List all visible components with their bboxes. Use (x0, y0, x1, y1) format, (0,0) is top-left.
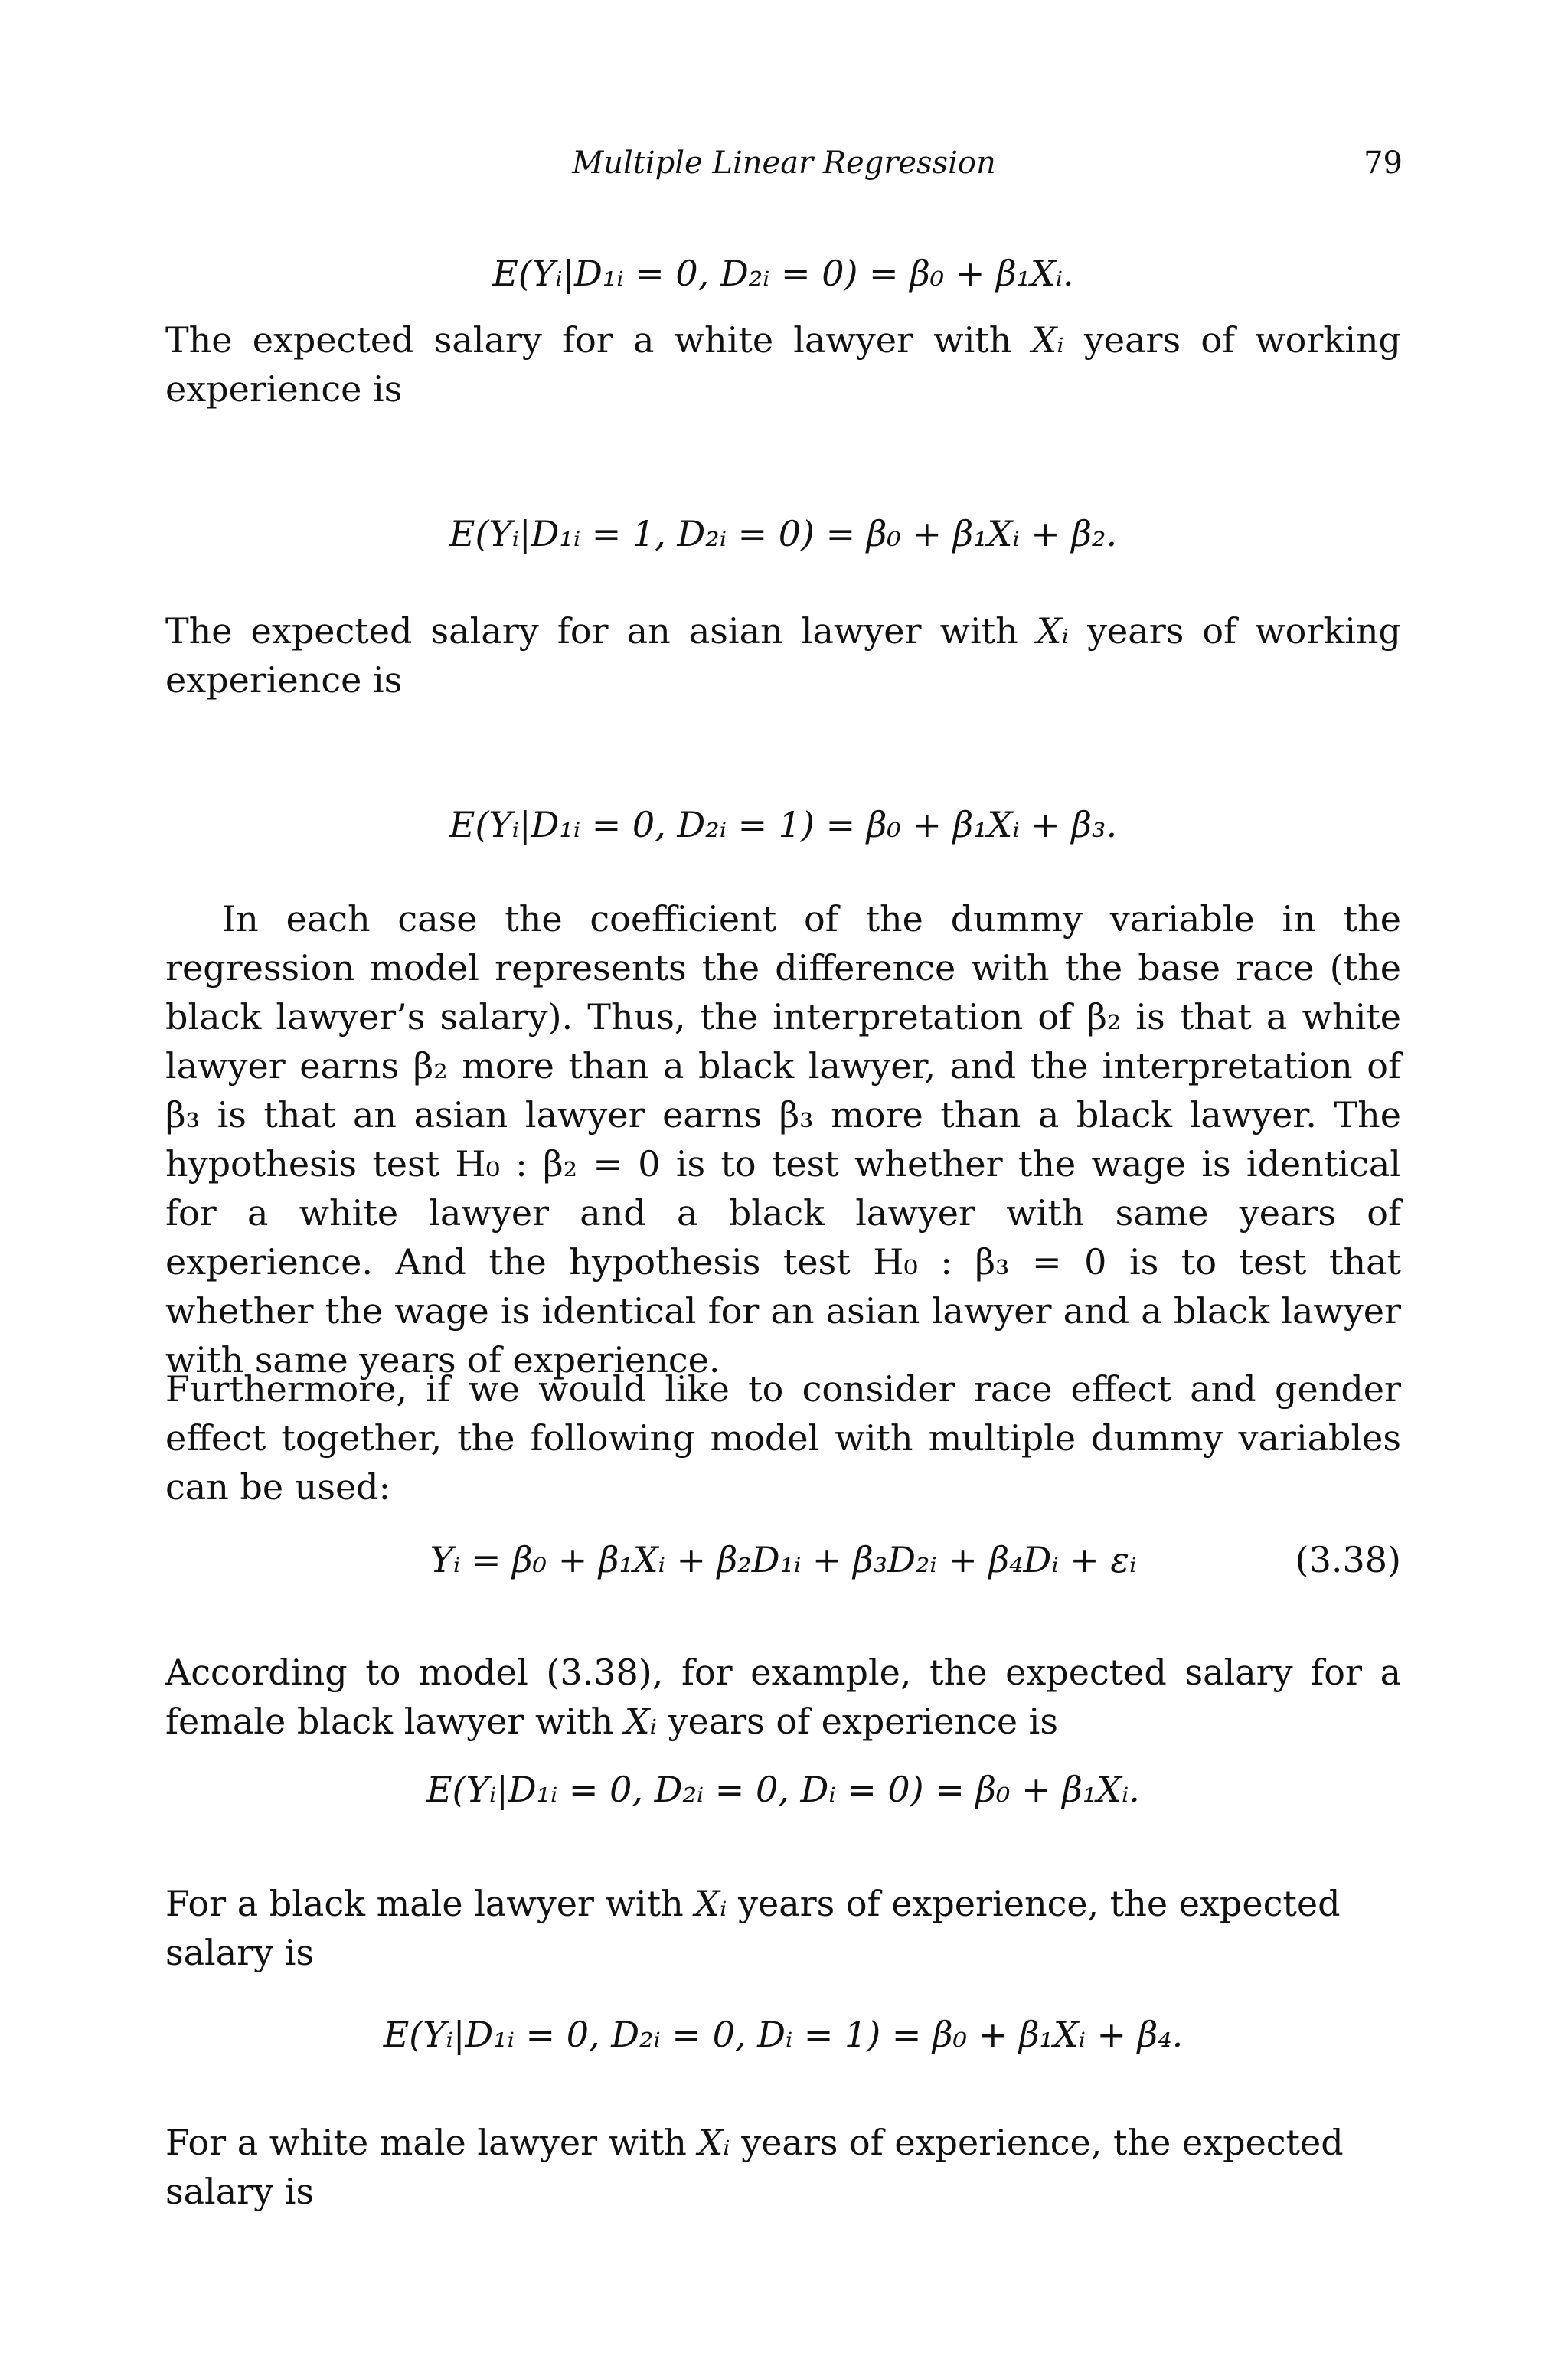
paragraph-black-male-lawyer: For a black male lawyer with Xᵢ years of experience, the expected salary is (165, 1883, 1341, 1973)
math-x-i: Xᵢ (1031, 319, 1064, 361)
math-x-i: Xᵢ (697, 2122, 730, 2163)
paragraph-interpretation: In each case the coefficient of the dummy variable in the regression model represents the difference with the base race (the black lawyer’s salary). Thus, the interpretation of β₂ is that a white lawyer earns β₂ more than a black lawyer, and the interpretation of β₃ is that an asian lawyer earns β₃ more than a black lawyer. The hypothesis test H₀ : β₂ = 0 is to test whether the wage is identical for a white lawyer and a black lawyer with same years of experience. And the hypothesis test H₀ : β₃ = 0 is to test that whether the wage is identical for an asian lawyer and a black lawyer with same years of experience. (165, 898, 1401, 1381)
equation-black-lawyer-expectation: E(Yᵢ|D₁ᵢ = 0, D₂ᵢ = 0) = β₀ + β₁Xᵢ. (492, 253, 1074, 294)
paragraph-asian-lawyer: The expected salary for an asian lawyer with Xᵢ years of working experience is (165, 610, 1401, 701)
equation-model-3-38 (165, 1539, 1401, 1580)
math-x-i: Xᵢ (624, 1701, 657, 1742)
running-header (165, 145, 1403, 191)
paragraph-furthermore: Furthermore, if we would like to consider race effect and gender effect together, the following model with multiple dummy variables can be used: (165, 1368, 1401, 1508)
paragraph-according-to-model: According to model (3.38), for example, the expected salary for a female black lawyer with Xᵢ years of experience is (165, 1652, 1401, 1742)
model-formula: Yᵢ = β₀ + β₁Xᵢ + β₂D₁ᵢ + β₃D₂ᵢ + β₄Dᵢ + εᵢ (430, 1539, 1137, 1580)
math-x-i: Xᵢ (1036, 610, 1069, 652)
equation-black-male-lawyer: E(Yᵢ|D₁ᵢ = 0, D₂ᵢ = 0, Dᵢ = 1) = β₀ + β₁Xᵢ + β₄. (383, 2014, 1184, 2055)
equation-asian-lawyer-expectation: E(Yᵢ|D₁ᵢ = 0, D₂ᵢ = 1) = β₀ + β₁Xᵢ + β₃. (449, 804, 1118, 845)
running-title: Multiple Linear Regression (572, 145, 996, 181)
equation-white-lawyer-expectation: E(Yᵢ|D₁ᵢ = 1, D₂ᵢ = 0) = β₀ + β₁Xᵢ + β₂. (449, 513, 1118, 554)
paragraph-white-male-lawyer: For a white male lawyer with Xᵢ years of experience, the expected salary is (165, 2122, 1344, 2212)
paragraph-white-lawyer: The expected salary for a white lawyer with Xᵢ years of working experience is (165, 319, 1401, 410)
equation-female-black-lawyer: E(Yᵢ|D₁ᵢ = 0, D₂ᵢ = 0, Dᵢ = 0) = β₀ + β₁Xᵢ. (426, 1769, 1140, 1810)
math-x-i: Xᵢ (694, 1883, 727, 1924)
page-number: 79 (1364, 145, 1403, 181)
equation-number: (3.38) (1295, 1539, 1401, 1580)
